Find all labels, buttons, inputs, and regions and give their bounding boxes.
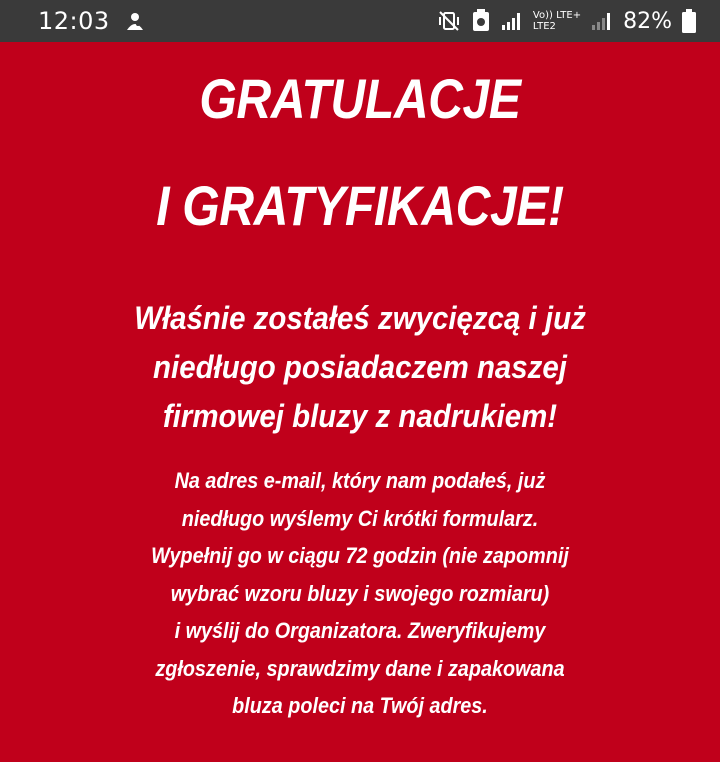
subhead-line: firmowej bluzy z nadrukiem! xyxy=(162,398,558,434)
mute-vibrate-icon xyxy=(437,9,461,33)
body-line: niedługo wyślemy Ci krótki formularz. xyxy=(181,505,539,531)
headline-line-2: I GRATYFIKACJE! xyxy=(156,174,564,237)
battery-icon xyxy=(682,9,696,33)
network-top-label: Vo)) LTE+ xyxy=(532,10,582,21)
headline-line-1: GRATULACJE xyxy=(199,67,521,130)
network-bottom-label: LTE2 xyxy=(532,21,556,32)
body-line: wybrać wzoru bluzy i swojego rozmiaru) xyxy=(170,580,550,606)
status-bar xyxy=(0,0,720,42)
body-line: Na adres e-mail, który nam podałeś, już xyxy=(174,468,546,493)
network-type-label xyxy=(533,10,581,32)
body-line: zgłoszenie, sprawdzimy dane i zapakowana xyxy=(155,655,565,681)
data-saver-icon xyxy=(471,9,491,33)
notification-icon xyxy=(124,10,146,32)
subhead-line: Właśnie zostałeś zwycięzcą i już xyxy=(134,300,586,336)
body-paragraph xyxy=(36,462,684,725)
body-line: bluza poleci na Twój adres. xyxy=(232,693,488,718)
signal-icon-2 xyxy=(591,11,613,31)
status-time: 12:03 xyxy=(38,7,110,35)
promo-content xyxy=(0,42,720,762)
subheadline xyxy=(29,294,691,441)
battery-percent: 82% xyxy=(623,8,672,34)
status-left xyxy=(38,7,146,35)
subhead-line: niedługo posiadaczem naszej xyxy=(153,349,567,385)
status-right xyxy=(437,9,696,34)
signal-icon xyxy=(501,11,523,31)
body-line: i wyślij do Organizatora. Zweryfikujemy xyxy=(174,618,546,643)
body-line: Wypełnij go w ciągu 72 godzin (nie zapomnij xyxy=(151,543,569,568)
